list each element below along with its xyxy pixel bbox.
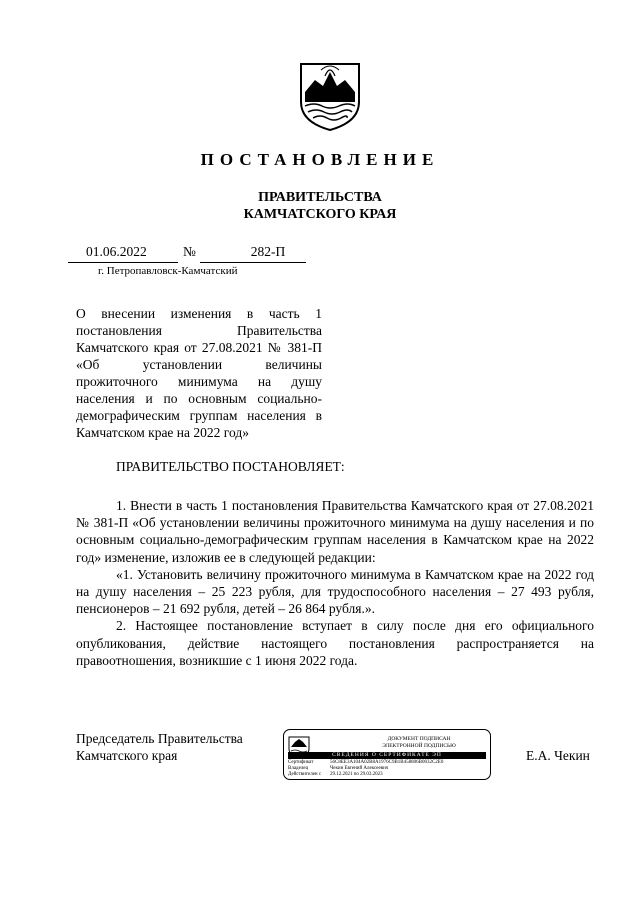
paragraph: 1. Внести в часть 1 постановления Правительства Камчатского края от 27.08.2021 № 381-П «Об установлении величины прожиточного минимума на душу населения и по основным социально-демографическим группам населения в Камчатском крае на 2022 год» изменение, изложив ее в следующей редакции:: [76, 498, 594, 565]
date-underline: [68, 262, 178, 263]
document-number: 282-П: [250, 244, 286, 259]
issuing-body: [0, 189, 640, 223]
stamp-row-value: 56С8ЕЕ3А104А02В8А1976С9В1В458806В0032С2Е0: [330, 760, 444, 765]
stamp-caption: [354, 736, 484, 750]
decree-heading: ПРАВИТЕЛЬСТВО ПОСТАНОВЛЯЕТ:: [116, 459, 345, 474]
stamp-row-label: Действителен с: [288, 772, 322, 777]
signatory-name: Е.А. Чекин: [526, 748, 590, 763]
number-sign: №: [183, 244, 196, 259]
electronic-signature-stamp: [283, 729, 491, 780]
stamp-header: СВЕДЕНИЯ О СЕРТИФИКАТЕ ЭП: [288, 752, 486, 759]
document-subject: О внесении изменения в часть 1 постановления Правительства Камчатского края от 27.08.2021 № 381-П «Об установлении величины прожиточного минимума на душу населения и по основным социально-демографическим группам населения в Камчатском крае на 2022 год»: [76, 306, 322, 440]
signatory-title: [76, 730, 243, 764]
document-body: [76, 497, 594, 669]
stamp-caption-line1: ДОКУМЕНТ ПОДПИСАН: [387, 736, 451, 742]
document-date: 01.06.2022: [86, 244, 147, 259]
stamp-row-value: Чекин Евгений Алексеевич: [330, 766, 389, 771]
issuing-body-line1: ПРАВИТЕЛЬСТВА: [258, 190, 382, 205]
stamp-row-validity: [288, 772, 383, 778]
signatory-title-line2: Камчатского края: [76, 748, 178, 763]
kamchatka-emblem-icon: [299, 62, 361, 132]
stamp-row-label: Владелец: [288, 766, 309, 771]
paragraph: 2. Настоящее постановление вступает в силу после дня его официального опубликования, действие настоящего постановления распространяется на правоотношения, возникшие с 1 июня 2022 года.: [76, 618, 594, 668]
number-underline: [200, 262, 306, 263]
paragraph: «1. Установить величину прожиточного минимума в Камчатском крае на 2022 год на душу населения – 25 223 рубля, для трудоспособного населения – 27 493 рубля, пенсионеров – 21 692 рубля, детей – 26 864 рубля.».: [76, 566, 594, 617]
document-title: ПОСТАНОВЛЕНИЕ: [200, 150, 440, 169]
issuing-body-line2: КАМЧАТСКОГО КРАЯ: [243, 207, 397, 222]
stamp-row-label: Сертификат: [288, 760, 314, 765]
stamp-row-value: 29.12.2021 по 29.03.2023: [330, 772, 383, 777]
signatory-title-line1: Председатель Правительства: [76, 731, 243, 746]
stamp-caption-line2: ЭЛЕКТРОННОЙ ПОДПИСЬЮ: [382, 743, 456, 749]
city: г. Петропавловск-Камчатский: [98, 265, 238, 277]
